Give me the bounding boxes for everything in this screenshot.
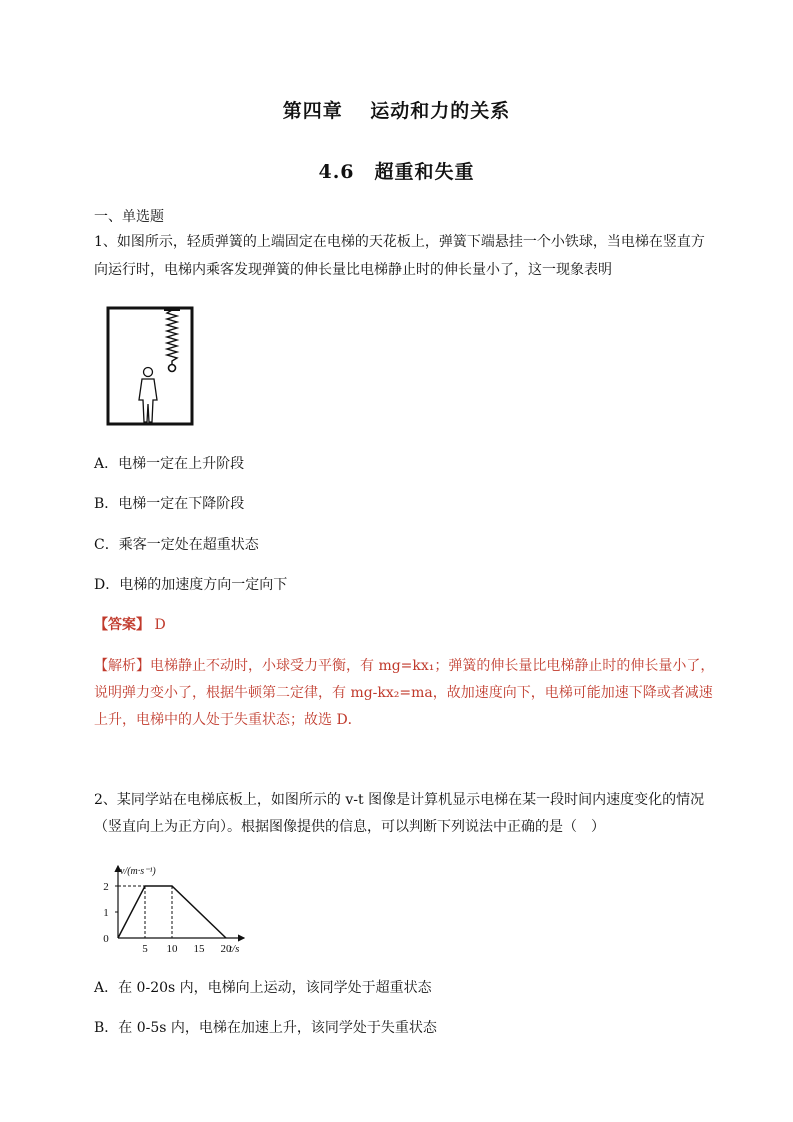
y-axis-label: v/(m·s⁻¹) bbox=[120, 866, 156, 877]
vt-chart bbox=[98, 860, 258, 956]
section-heading: 一、单选题 bbox=[94, 209, 164, 225]
y-tick-label: 0 bbox=[103, 933, 109, 945]
y-tick-label: 1 bbox=[103, 907, 109, 919]
q1-answer bbox=[94, 615, 166, 635]
elevator-frame bbox=[108, 308, 192, 424]
elevator-figure bbox=[104, 304, 196, 428]
q1-analysis-line-3: 上升，电梯中的人处于失重状态；故选 D． bbox=[94, 712, 362, 728]
q1-stem-line-2: 向运行时，电梯内乘客发现弹簧的伸长量比电梯静止时的伸长量小了，这一现象表明 bbox=[94, 262, 612, 278]
q1-option-c: C．乘客一定处在超重状态 bbox=[94, 537, 259, 553]
q1-option-a: A．电梯一定在上升阶段 bbox=[94, 456, 245, 472]
q2-option-b: B．在 0-5s 内，电梯在加速上升，该同学处于失重状态 bbox=[94, 1020, 437, 1036]
q1-option-d: D．电梯的加速度方向一定向下 bbox=[94, 577, 288, 593]
x-tick-label: 5 bbox=[142, 943, 148, 955]
x-tick-label: 10 bbox=[166, 943, 178, 955]
x-tick-label: 20 bbox=[220, 943, 232, 955]
x-axis-label: t/s bbox=[229, 943, 240, 955]
q2-stem-line-2: （竖直向上为正方向）。根据图像提供的信息，可以判断下列说法中正确的是（ ） bbox=[94, 819, 605, 835]
chapter-title: 第四章 运动和力的关系 bbox=[282, 100, 511, 122]
q1-option-b: B．电梯一定在下降阶段 bbox=[94, 496, 245, 512]
x-tick-label: 15 bbox=[193, 943, 205, 955]
answer-value: D bbox=[154, 617, 166, 633]
q1-analysis-line-2: 说明弹力变小了，根据牛顿第二定律，有 mg-kx₂=ma，故加速度向下，电梯可能加速下降或者减速 bbox=[94, 685, 713, 701]
q2-stem-line-1: 2、某同学站在电梯底板上，如图所示的 v-t 图像是计算机显示电梯在某一段时间内速度变化的情况 bbox=[94, 792, 705, 808]
answer-label: 【答案】 bbox=[94, 617, 150, 633]
iron-ball bbox=[169, 365, 176, 372]
section-title: 4.6 超重和失重 bbox=[318, 161, 475, 183]
q1-analysis-line-1: 【解析】电梯静止不动时，小球受力平衡，有 mg=kx₁；弹簧的伸长量比电梯静止时的伸长量小了， bbox=[94, 658, 715, 674]
q2-option-a: A．在 0-20s 内，电梯向上运动，该同学处于超重状态 bbox=[94, 980, 432, 996]
y-tick-label: 2 bbox=[103, 881, 109, 893]
q1-stem-line-1: 1、如图所示，轻质弹簧的上端固定在电梯的天花板上，弹簧下端悬挂一个小铁球，当电梯在竖直方 bbox=[94, 234, 705, 250]
